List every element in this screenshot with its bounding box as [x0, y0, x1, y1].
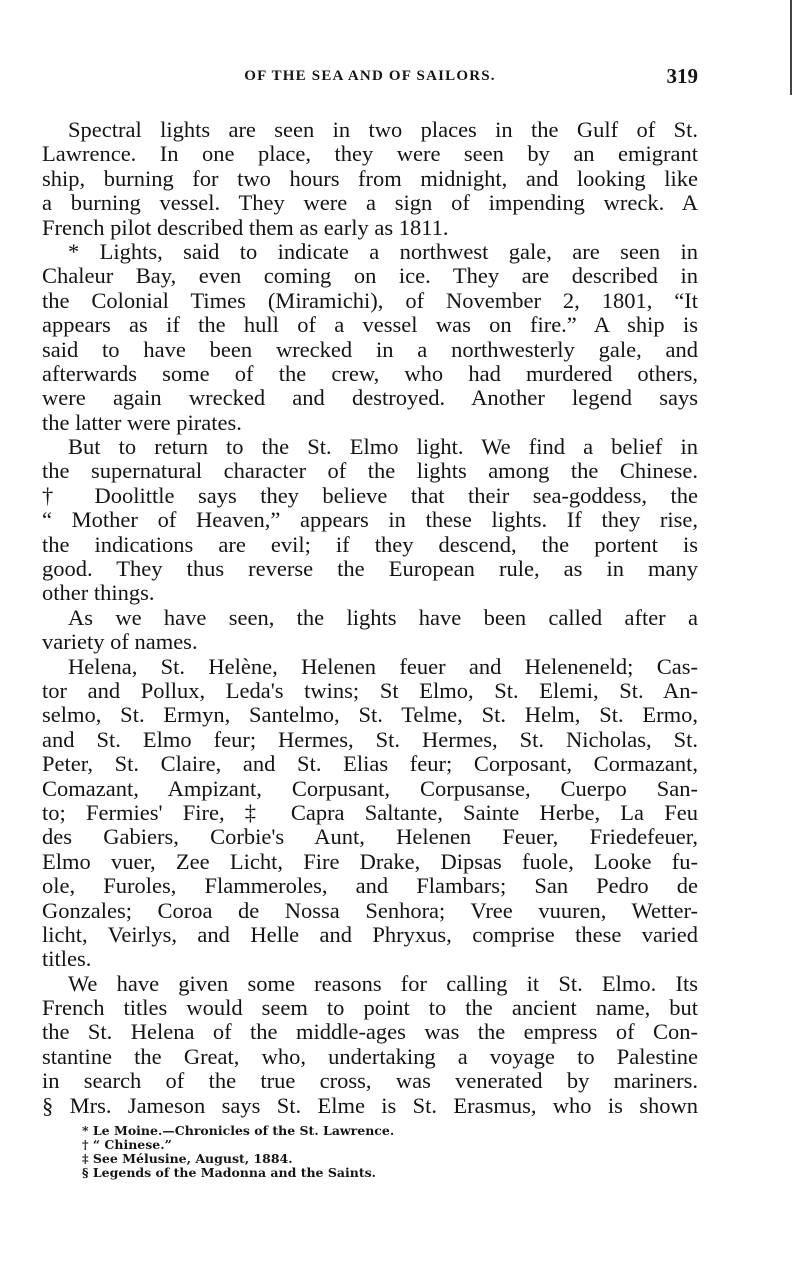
text-line: in search of the true cross, was venerated by mariners. — [42, 1068, 698, 1094]
body-text — [42, 118, 698, 1118]
text-line: French titles would seem to point to the ancient name, but — [42, 995, 698, 1021]
text-line: said to have been wrecked in a northwesterly gale, and — [42, 336, 698, 362]
text-line: French pilot described them as early as 1811. — [42, 214, 449, 240]
text-line: ship, burning for two hours from midnight, and looking like — [42, 165, 698, 191]
text-line: and St. Elmo feur; Hermes, St. Hermes, St. Nicholas, St. — [42, 726, 698, 752]
text-line: other things. — [42, 580, 155, 606]
text-line: ole, Furoles, Flammeroles, and Flambars; San Pedro de — [42, 873, 698, 899]
text-line: the latter were pirates. — [42, 409, 242, 435]
text-line: Peter, St. Claire, and St. Elias feur; Corposant, Cormazant, — [42, 751, 698, 777]
text-line: were again wrecked and destroyed. Another legend says — [42, 385, 698, 411]
page-header — [42, 64, 698, 92]
running-title: OF THE SEA AND OF SAILORS. — [244, 68, 496, 84]
footnote: * Le Moine.—Chronicles of the St. Lawrence. — [82, 1123, 395, 1138]
text-line: to; Fermies' Fire, ‡ Capra Saltante, Sainte Herbe, La Feu — [42, 799, 698, 825]
text-line: a burning vessel. They were a sign of impending wreck. A — [42, 190, 698, 216]
text-line: the Colonial Times (Miramichi), of November 2, 1801, “It — [42, 287, 698, 313]
text-line: titles. — [42, 946, 92, 972]
page-edge — [790, 0, 792, 95]
text-line: tor and Pollux, Leda's twins; St Elmo, St. Elemi, St. An- — [42, 677, 698, 703]
text-line: appears as if the hull of a vessel was on fire.” A ship is — [42, 312, 698, 338]
text-line: the indications are evil; if they descend, the portent is — [42, 531, 698, 557]
text-line: the supernatural character of the lights among the Chinese. — [42, 458, 698, 484]
text-line: des Gabiers, Corbie's Aunt, Helenen Feuer, Friedefeuer, — [42, 824, 698, 850]
text-line: We have given some reasons for calling it St. Elmo. Its — [68, 970, 698, 996]
text-line: selmo, St. Ermyn, Santelmo, St. Telme, St. Helm, St. Ermo, — [42, 702, 698, 728]
text-line: Lawrence. In one place, they were seen by an emigrant — [42, 141, 698, 167]
text-line: Gonzales; Coroa de Nossa Senhora; Vree vuuren, Wetter- — [42, 897, 698, 923]
text-line: stantine the Great, who, undertaking a voyage to Palestine — [42, 1043, 698, 1069]
text-line: afterwards some of the crew, who had murdered others, — [42, 360, 698, 386]
text-line: * Lights, said to indicate a northwest gale, are seen in — [68, 238, 698, 264]
text-line: licht, Veirlys, and Helle and Phryxus, comprise these varied — [42, 921, 698, 947]
text-line: Helena, St. Helène, Helenen feuer and Heleneneld; Cas- — [68, 653, 698, 679]
text-line: variety of names. — [42, 629, 198, 655]
text-line: the St. Helena of the middle-ages was the empress of Con- — [42, 1019, 698, 1045]
footnote: ‡ See Mélusine, August, 1884. — [82, 1151, 293, 1166]
footnotes — [82, 1124, 394, 1180]
text-line: Comazant, Ampizant, Corpusant, Corpusanse, Cuerpo San- — [42, 775, 698, 801]
text-line: “ Mother of Heaven,” appears in these lights. If they rise, — [42, 507, 698, 533]
page-number: 319 — [666, 64, 698, 88]
text-line: As we have seen, the lights have been called after a — [68, 604, 698, 630]
text-line: But to return to the St. Elmo light. We find a belief in — [68, 434, 698, 460]
text-line: Spectral lights are seen in two places in the Gulf of St. — [68, 117, 698, 142]
footnote: † “ Chinese.” — [82, 1137, 172, 1152]
text-line: § Mrs. Jameson says St. Elme is St. Erasmus, who is shown — [42, 1092, 698, 1118]
text-line: Chaleur Bay, even coming on ice. They are described in — [42, 263, 698, 289]
text-line: † Doolittle says they believe that their sea-goddess, the — [42, 482, 698, 508]
text-line: Elmo vuer, Zee Licht, Fire Drake, Dipsas fuole, Looke fu- — [42, 848, 698, 874]
text-line: good. They thus reverse the European rule, as in many — [42, 556, 698, 582]
footnote: § Legends of the Madonna and the Saints. — [82, 1165, 376, 1180]
